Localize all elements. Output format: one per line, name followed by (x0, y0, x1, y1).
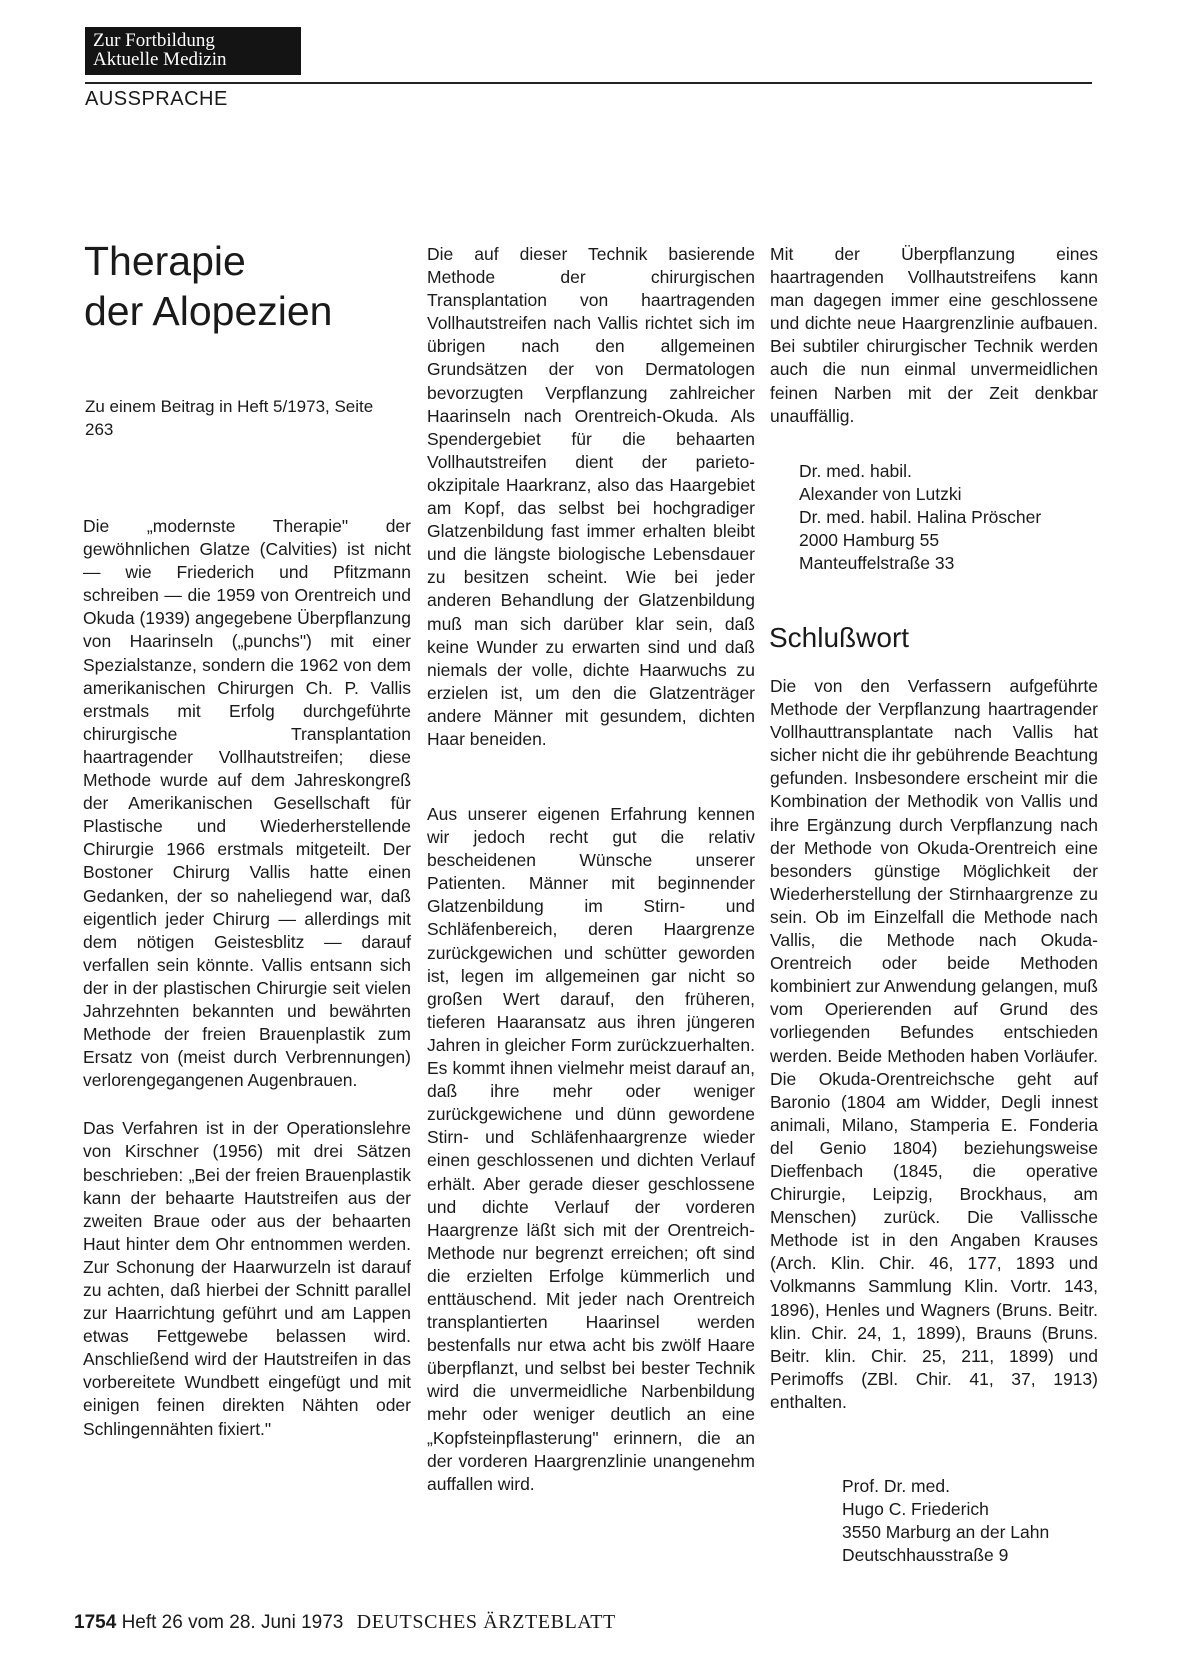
reply-signature (842, 1475, 1049, 1567)
section-label-line2: Aktuelle Medizin (93, 49, 227, 70)
article-subtitle: Zu einem Beitrag in Heft 5/1973, Seite 263 (85, 397, 374, 439)
paragraph: Mit der Überpflanzung eines haartragenden Vollhautstreifens kann man dagegen immer eine geschlossene und dichte neue Haargrenzlinie aufbauen. Bei subtiler chirurgischer Technik werden auch die nun einmal unvermeidlichen feinen Narben mit der Zeit denkbar unauffällig. (770, 244, 1098, 426)
reply-heading: Schlußwort (769, 622, 910, 653)
column-3 (770, 243, 1098, 453)
paragraph: Die von den Verfassern aufgeführte Methode der Verpflanzung haartragender Vollhauttransplantate nach Vallis hat sicher nicht die ihr gebührende Beachtung gefunden. Insbesondere erscheint mir die Kombination der Methodik von Vallis und ihre Ergänzung durch Verpflanzung nach der Methode von Okuda-Orentreich eine besonders günstige Möglichkeit der Wiederherstellung der Stirnhaargrenze zu sein. Ob im Einzelfall die Methode nach Vallis, die Methode nach Okuda-Orentreich oder beide Methoden kombiniert zur Anwendung gelangen, muß vom Operierenden auf Grund des vorliegenden Befundes entschieden werden. Beide Methoden haben Vorläufer. Die Okuda-Orentreichsche geht auf Baronio (1804 am Widder, Degli innest animali, Milano, Stamperia E. Fonderia del Genio 1804) beziehungsweise Dieffenbach (1845, die operative Chirurgie, Leipzig, Brockhaus, am Menschen) zurück. Die Vallissche Methode ist in den Angaben Krauses (Arch. Klin. Chir. 46, 177, 1893 und Volkmanns Sammlung Klin. Vortr. 143, 1896), Henles und Wagners (Bruns. Beitr. klin. Chir. 24, 1, 1899), Brauns (Bruns. Beitr. klin. Chir. 25, 211, 1899) und Perimoffs (ZBl. Chir. 41, 37, 1913) enthalten. (770, 676, 1098, 1412)
author-signature (799, 460, 1041, 575)
signature-line: Dr. med. habil. Halina Pröscher (799, 507, 1042, 528)
article-title (84, 236, 404, 336)
signature-line: Prof. Dr. med. (842, 1476, 950, 1496)
column-2 (427, 243, 755, 776)
signature-line: Deutschhausstraße 9 (842, 1545, 1009, 1566)
signature-line: Hugo C. Friederich (842, 1499, 989, 1520)
reply-column (770, 675, 1098, 1439)
paragraph: Aus unserer eigenen Erfahrung kennen wir jedoch recht gut die relativ bescheidenen Wünsche unserer Patienten. Männer mit beginnender Glatzenbildung im Stirn- und Schläfenbereich, deren Haargrenze zurückgewichen und schütter geworden ist, legen im allgemeinen gar nicht so großen Wert darauf, den früheren, tieferen Haaransatz aus ihren jüngeren Jahren in gleicher Form zurückzuerhalten. Es kommt ihnen vielmehr meist darauf an, daß ihre mehr oder weniger zurückgewichene und dünn gewordene Stirn- und Schläfenhaargrenze wieder einen geschlossenen und dichten Verlauf erhält. Aber gerade dieser geschlossene und dichte Verlauf der vorderen Haargrenze läßt sich mit der Orentreich-Methode nur begrenzt erreichen; oft sind die erzielten Erfolge kümmerlich und enttäuschend. Mit jeder nach Orentreich transplantierten Haarinsel werden bestenfalls nur etwa acht bis zwölf Haare überpflanzt, und selbst bei bester Technik wird die unvermeidliche Narbenbildung mehr oder weniger deutlich an eine „Kopfsteinpflasterung" erinnern, die an der vorderen Haargrenzlinie unangenehm auffallen wird. (427, 804, 755, 1494)
section-label-line1: Zur Fortbildung (93, 30, 215, 51)
signature-line: 3550 Marburg an der Lahn (842, 1522, 1050, 1543)
issue-info: Heft 26 vom 28. Juni 1973 (121, 1612, 344, 1633)
rubric: AUSSPRACHE (85, 88, 228, 110)
title-line1: Therapie (84, 238, 246, 284)
signature-line: 2000 Hamburg 55 (799, 530, 940, 551)
header-rule (85, 82, 1092, 84)
masthead: DEUTSCHES ÄRZTEBLATT (356, 1611, 616, 1633)
signature-line: Manteuffelstraße 33 (799, 553, 955, 574)
paragraph: Das Verfahren ist in der Operationslehre von Kirschner (1956) mit drei Sätzen beschrieben: „Bei der freien Brauenplastik kann der behaarte Hautstreifen aus der zweiten Braue oder aus der behaarten Haut hinter dem Ohr entnommen werden. Zur Schonung der Haarwurzeln ist darauf zu achten, daß hierbei der Schnitt parallel zur Haarrichtung geführt und am Lappen etwas Fettgewebe belassen wird. Anschließend wird der Hautstreifen in das vorbereitete Wundbett eingefügt und mit einigen feinen direkten Nähten oder Schlingennähten fixiert." (83, 1118, 411, 1439)
column-2-continued (427, 803, 755, 1521)
page-number: 1754 (74, 1612, 117, 1633)
signature-line: Dr. med. habil. (799, 461, 912, 481)
paragraph: Die „modernste Therapie" der gewöhnlichen Glatze (Calvities) ist nicht — wie Friederich und Pfitzmann schreiben — die 1959 von Orentreich und Okuda (1939) angegebene Überpflanzung von Haarinseln („punchs") mit einer Spezialstanze, sondern die 1962 von dem amerikanischen Chirurgen Ch. P. Vallis erstmals mit Erfolg durchgeführte chirurgische Transplantation haartragender Vollhautstreifen; diese Methode wurde auf dem Jahreskongreß der Amerikanischen Gesellschaft für Plastische und Wiederherstellende Chirurgie 1966 erstmals mitgeteilt. Der Bostoner Chirurg Vallis hatte einen Gedanken, der so naheliegend war, daß eigentlich jeder Chirurg — allerdings mit dem nötigen Geistesblitz — darauf verfallen sein könnte. Vallis entsann sich der in der plastischen Chirurgie seit vielen Jahrzehnten bekannten und bewährten Methode der freien Brauenplastik zum Ersatz von (meist durch Verbrennungen) verlorengegangenen Augenbrauen. (83, 516, 411, 1091)
column-1 (83, 515, 411, 1466)
title-line2: der Alopezien (84, 288, 333, 334)
section-label (85, 27, 301, 75)
page-footer (74, 1611, 616, 1634)
paragraph: Die auf dieser Technik basierende Methode der chirurgischen Transplantation von haartragenden Vollhautstreifen nach Vallis richtet sich im übrigen nach den allgemeinen Grundsätzen der von Dermatologen bevorzugten Verpflanzung zahlreicher Haarinseln nach Orentreich-Okuda. Als Spendergebiet für die behaarten Vollhautstreifen dient der parieto-okzipitale Haarkranz, also das Haargebiet am Kopf, das selbst bei hochgradiger Glatzenbildung fast immer erhalten bleibt und die längste biologische Lebensdauer zu besitzen scheint. Wie bei jeder anderen Behandlung der Glatzenbildung muß man sich darüber klar sein, daß keine Wunder zu erwarten sind und daß niemals der volle, dichte Haarwuchs zu erzielen ist, um den die Glatzenträger andere Männer mit gesundem, dichten Haar beneiden. (427, 244, 755, 749)
signature-line: Alexander von Lutzki (799, 484, 962, 505)
